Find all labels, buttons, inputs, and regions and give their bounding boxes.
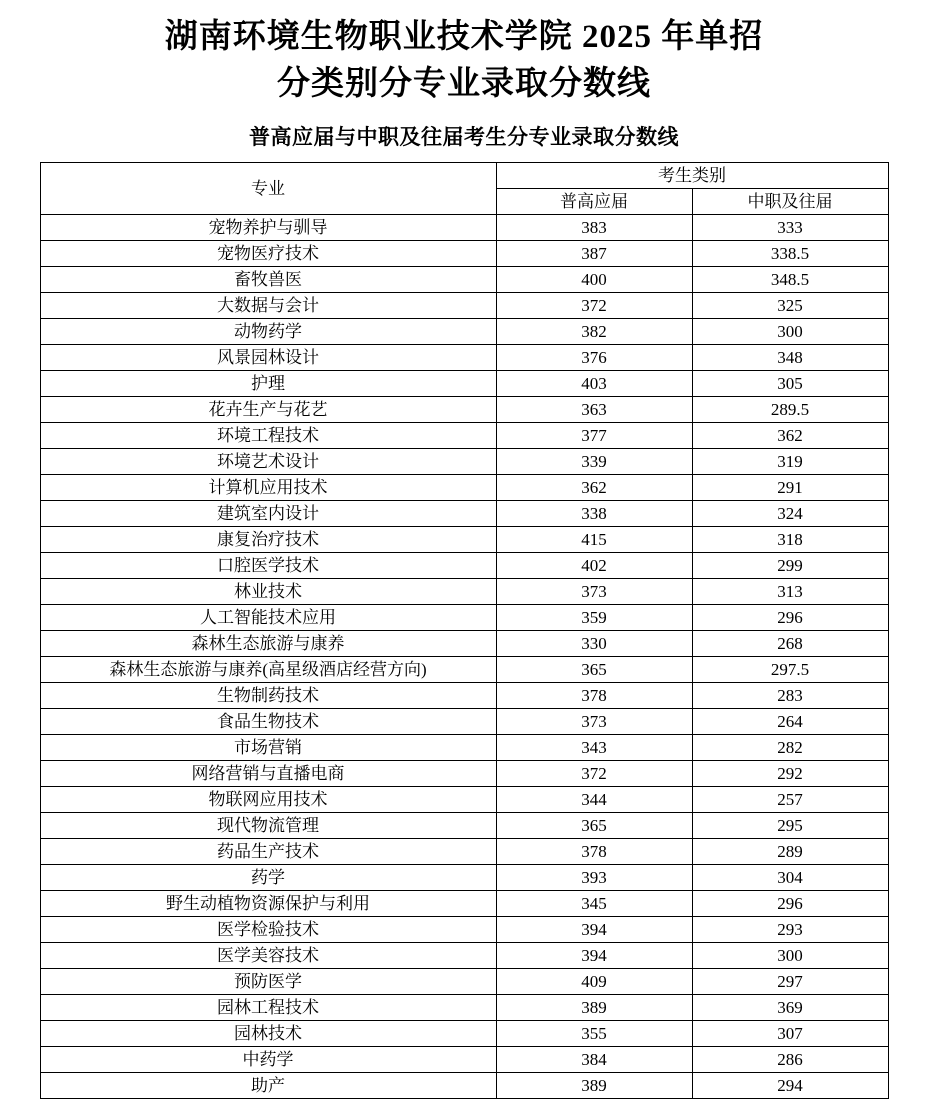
cell-score-vocational: 289.5 — [692, 397, 888, 423]
table-row — [40, 813, 888, 839]
page-title — [84, 14, 844, 108]
column-header-group: 考生类别 — [496, 163, 888, 189]
table-row — [40, 761, 888, 787]
cell-score-vocational: 305 — [692, 371, 888, 397]
cell-major: 宠物养护与驯导 — [40, 215, 496, 241]
cell-major: 药学 — [40, 865, 496, 891]
cell-score-vocational: 295 — [692, 813, 888, 839]
cell-major: 风景园林设计 — [40, 345, 496, 371]
cell-score-regular: 377 — [496, 423, 692, 449]
cell-score-vocational: 268 — [692, 631, 888, 657]
cell-major: 医学检验技术 — [40, 917, 496, 943]
table-row — [40, 397, 888, 423]
cell-score-vocational: 348.5 — [692, 267, 888, 293]
page-subtitle: 普高应届与中职及往届考生分专业录取分数线 — [249, 125, 679, 149]
cell-score-regular: 415 — [496, 527, 692, 553]
cell-score-regular: 383 — [496, 215, 692, 241]
cell-major: 市场营销 — [40, 735, 496, 761]
cell-score-regular: 344 — [496, 787, 692, 813]
table-header — [40, 163, 888, 215]
cell-score-regular: 393 — [496, 865, 692, 891]
cell-score-regular: 363 — [496, 397, 692, 423]
cell-score-regular: 376 — [496, 345, 692, 371]
cell-major: 物联网应用技术 — [40, 787, 496, 813]
table-row — [40, 995, 888, 1021]
table-row — [40, 709, 888, 735]
cell-major: 动物药学 — [40, 319, 496, 345]
cell-score-vocational: 297.5 — [692, 657, 888, 683]
table-row — [40, 579, 888, 605]
cell-score-regular: 389 — [496, 995, 692, 1021]
cell-major: 预防医学 — [40, 969, 496, 995]
cell-score-vocational: 294 — [692, 1073, 888, 1099]
table-row — [40, 1021, 888, 1047]
cell-score-vocational: 296 — [692, 891, 888, 917]
cell-score-regular: 403 — [496, 371, 692, 397]
cell-score-vocational: 283 — [692, 683, 888, 709]
cell-score-regular: 373 — [496, 579, 692, 605]
cell-score-vocational: 333 — [692, 215, 888, 241]
table-header-row-1 — [40, 163, 888, 189]
cell-major: 森林生态旅游与康养(高星级酒店经营方向) — [40, 657, 496, 683]
cell-score-vocational: 318 — [692, 527, 888, 553]
table-row — [40, 293, 888, 319]
cell-score-vocational: 286 — [692, 1047, 888, 1073]
table-row — [40, 605, 888, 631]
cell-score-regular: 400 — [496, 267, 692, 293]
cell-score-regular: 372 — [496, 293, 692, 319]
page-title-line-2: 分类别分专业录取分数线 — [277, 66, 651, 102]
cell-major: 食品生物技术 — [40, 709, 496, 735]
table-row — [40, 631, 888, 657]
page-title-line-1: 湖南环境生物职业技术学院 2025 年单招 — [164, 19, 764, 55]
cell-major: 人工智能技术应用 — [40, 605, 496, 631]
table-row — [40, 787, 888, 813]
table-row — [40, 891, 888, 917]
table-row — [40, 1047, 888, 1073]
cell-major: 园林技术 — [40, 1021, 496, 1047]
cell-score-regular: 330 — [496, 631, 692, 657]
cell-score-regular: 409 — [496, 969, 692, 995]
cell-score-vocational: 296 — [692, 605, 888, 631]
table-row — [40, 553, 888, 579]
cell-score-vocational: 282 — [692, 735, 888, 761]
cell-score-vocational: 313 — [692, 579, 888, 605]
cell-score-regular: 382 — [496, 319, 692, 345]
cell-major: 口腔医学技术 — [40, 553, 496, 579]
cell-score-regular: 365 — [496, 813, 692, 839]
cell-score-regular: 378 — [496, 839, 692, 865]
table-row — [40, 267, 888, 293]
cell-score-regular: 338 — [496, 501, 692, 527]
cell-major: 网络营销与直播电商 — [40, 761, 496, 787]
cell-score-regular: 343 — [496, 735, 692, 761]
cell-major: 野生动植物资源保护与利用 — [40, 891, 496, 917]
cell-major: 园林工程技术 — [40, 995, 496, 1021]
column-header-regular: 普高应届 — [496, 189, 692, 215]
cell-major: 花卉生产与花艺 — [40, 397, 496, 423]
cell-major: 现代物流管理 — [40, 813, 496, 839]
cell-major: 医学美容技术 — [40, 943, 496, 969]
cell-score-vocational: 264 — [692, 709, 888, 735]
cell-score-vocational: 257 — [692, 787, 888, 813]
cell-score-regular: 387 — [496, 241, 692, 267]
table-row — [40, 215, 888, 241]
score-table — [40, 162, 889, 1099]
cell-major: 建筑室内设计 — [40, 501, 496, 527]
cell-score-vocational: 289 — [692, 839, 888, 865]
cell-score-vocational: 324 — [692, 501, 888, 527]
cell-score-vocational: 291 — [692, 475, 888, 501]
table-row — [40, 683, 888, 709]
cell-score-vocational: 369 — [692, 995, 888, 1021]
cell-major: 生物制药技术 — [40, 683, 496, 709]
table-row — [40, 943, 888, 969]
cell-major: 环境艺术设计 — [40, 449, 496, 475]
cell-score-vocational: 325 — [692, 293, 888, 319]
cell-score-regular: 389 — [496, 1073, 692, 1099]
cell-score-regular: 359 — [496, 605, 692, 631]
table-row — [40, 423, 888, 449]
cell-major: 环境工程技术 — [40, 423, 496, 449]
cell-score-vocational: 300 — [692, 319, 888, 345]
cell-major: 中药学 — [40, 1047, 496, 1073]
cell-score-regular: 394 — [496, 917, 692, 943]
table-row — [40, 241, 888, 267]
cell-score-vocational: 297 — [692, 969, 888, 995]
table-row — [40, 735, 888, 761]
table-row — [40, 969, 888, 995]
cell-major: 护理 — [40, 371, 496, 397]
cell-major: 助产 — [40, 1073, 496, 1099]
table-row — [40, 657, 888, 683]
cell-score-regular: 362 — [496, 475, 692, 501]
table-row — [40, 865, 888, 891]
cell-score-vocational: 319 — [692, 449, 888, 475]
cell-score-vocational: 307 — [692, 1021, 888, 1047]
cell-major: 计算机应用技术 — [40, 475, 496, 501]
cell-score-vocational: 299 — [692, 553, 888, 579]
cell-score-regular: 372 — [496, 761, 692, 787]
cell-score-regular: 339 — [496, 449, 692, 475]
table-row — [40, 475, 888, 501]
cell-major: 大数据与会计 — [40, 293, 496, 319]
table-row — [40, 319, 888, 345]
table-row — [40, 501, 888, 527]
cell-score-vocational: 348 — [692, 345, 888, 371]
cell-score-vocational: 362 — [692, 423, 888, 449]
cell-score-regular: 355 — [496, 1021, 692, 1047]
cell-score-vocational: 292 — [692, 761, 888, 787]
cell-score-vocational: 304 — [692, 865, 888, 891]
table-row — [40, 527, 888, 553]
table-row — [40, 839, 888, 865]
cell-score-regular: 402 — [496, 553, 692, 579]
cell-major: 畜牧兽医 — [40, 267, 496, 293]
cell-score-regular: 373 — [496, 709, 692, 735]
cell-score-vocational: 338.5 — [692, 241, 888, 267]
cell-score-regular: 394 — [496, 943, 692, 969]
table-row — [40, 371, 888, 397]
table-body — [40, 215, 888, 1099]
cell-major: 康复治疗技术 — [40, 527, 496, 553]
cell-score-regular: 365 — [496, 657, 692, 683]
cell-score-vocational: 300 — [692, 943, 888, 969]
table-row — [40, 345, 888, 371]
cell-major: 林业技术 — [40, 579, 496, 605]
cell-major: 药品生产技术 — [40, 839, 496, 865]
table-row — [40, 449, 888, 475]
cell-score-regular: 345 — [496, 891, 692, 917]
column-header-vocational: 中职及往届 — [692, 189, 888, 215]
cell-score-regular: 378 — [496, 683, 692, 709]
table-row — [40, 1073, 888, 1099]
cell-major: 宠物医疗技术 — [40, 241, 496, 267]
cell-score-regular: 384 — [496, 1047, 692, 1073]
column-header-major: 专业 — [40, 163, 496, 215]
cell-major: 森林生态旅游与康养 — [40, 631, 496, 657]
cell-score-vocational: 293 — [692, 917, 888, 943]
table-row — [40, 917, 888, 943]
